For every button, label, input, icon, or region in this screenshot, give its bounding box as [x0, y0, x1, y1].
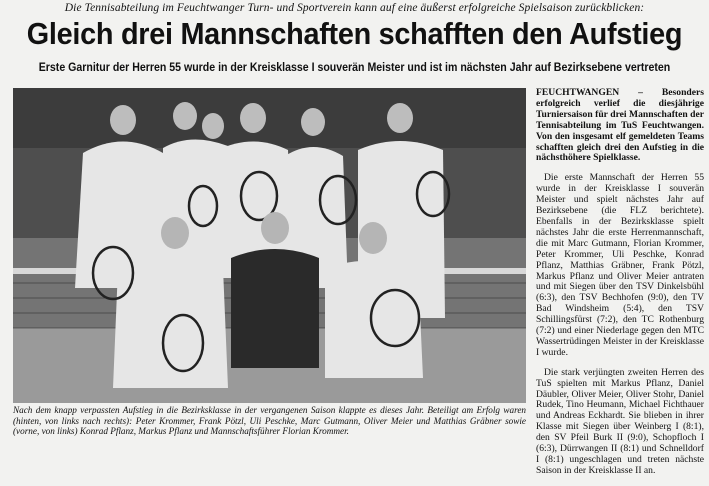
subheadline: Erste Garnitur der Herren 55 wurde in der Kreisklasse I souverän Meister und ist im nächsten Jahr auf Bezirksebene vertreten — [38, 62, 671, 74]
article-paragraph-2: Die stark verjüngten zweiten Herren des TuS spielten mit Markus Pflanz, Daniel Däubler, Oliver Meier, Oliver Stohr, Daniel Rudek, Tino Heumann, Michael Fichthauer und Andreas Eckhardt. Sie blieben in ihrer Klasse mit Siegen über Weinberg I (8:1), den SV Pfeil Burk II (9:0), Schopfloch I (6:3), Dürrwangen II (8:1) und Schnelldorf I (8:1) ungeschlagen und treten nächste Saison in der Kreisklasse II an. — [536, 366, 704, 476]
kicker-line: Die Tennisabteilung im Feuchtwanger Turn- und Sportverein kann auf eine äußerst erfolgreiche Spielsaison zurückblicken: — [64, 2, 645, 14]
team-photo — [13, 88, 526, 403]
headline: Gleich drei Mannschaften schafften den Aufstieg — [26, 16, 683, 51]
photo-caption: Nach dem knapp verpassten Aufstieg in die Bezirksklasse in der vergangenen Saison klappte es dieses Jahr. Beteiligt am Erfolg waren (hinten, von links nach rechts): Peter Krommer, Frank Pötzl, Uli Peschke, Marc Gutmann, Oliver Meier und Matthias Gräbner sowie (vorne, von links) Konrad Pflanz, Markus Pflanz und Mannschaftsführer Florian Krommer. — [13, 405, 526, 437]
article-text — [536, 88, 704, 486]
article-lead: FEUCHTWANGEN – Besonders erfolgreich verlief die diesjährige Turniersaison für drei Mannschaften der Tennisabteilung im TuS Feuchtwangen. Von den insgesamt elf gemeldeten Teams schafften gleich drei den Aufstieg in die nächsthöhere Spielklasse. — [536, 87, 704, 164]
article-paragraph-1: Die erste Mannschaft der Herren 55 wurde in der Kreisklasse I souverän Meister und spielt nächstes Jahr auf Bezirksebene (die FLZ berichtete). Ebenfalls in der Bezirksklasse spielt nächstes Jahr die erste Herrenmannschaft, die mit Marc Gutmann, Florian Krommer, Peter Krommer, Uli Peschke, Konrad Pflanz, Matthias Gräbner, Frank Pötzl, Markus Pflanz und Oliver Meier antraten und mit Siegen über den TSV Dinkelsbühl (6:3), den TSV Bechhofen (9:0), den TV Bad Windsheim (5:4), den TSV Schillingsfürst (7:2), den TC Rothenburg (7:2) und einer Niederlage gegen den MTC Wassertrüdingen Meister in der Kreisklasse I wurde. — [536, 172, 704, 358]
